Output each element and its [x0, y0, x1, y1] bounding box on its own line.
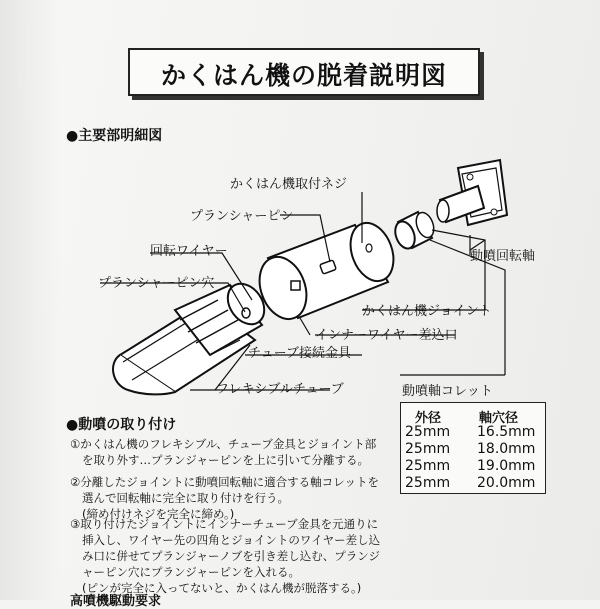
- step-1: [70, 436, 376, 468]
- section-heading-mounting: ●動噴の取り付け: [66, 417, 177, 433]
- step-2: [70, 474, 379, 522]
- spray-shaft-drawing: [437, 160, 507, 225]
- label-plunger-pin-hole: プランシャーピン穴: [98, 276, 215, 291]
- step-2-line: ②分離したジョイントに動噴回転軸に適合する軸コレットを: [70, 475, 379, 489]
- table-cell: 25mm: [405, 475, 451, 491]
- table-cell: 25mm: [405, 441, 451, 457]
- page-title: かくはん機の脱着説明図: [160, 61, 447, 90]
- step-1-line: ①かくはん機のフレキシブル、チューブ金具とジョイント部: [70, 437, 377, 451]
- table-header-bore: 軸穴径: [479, 411, 519, 426]
- label-plunger-pin: プランシャーピン: [190, 209, 294, 224]
- table-cell: 20.0mm: [477, 475, 536, 491]
- section-heading-parts: ●主要部明細図: [66, 128, 163, 144]
- step-2-line: 選んで回転軸に完全に取り付けを行う。: [82, 491, 289, 505]
- table-cell: 25mm: [405, 458, 451, 474]
- table-cell: 16.5mm: [477, 424, 536, 440]
- step-3-line: み口に併せてプランジャーノブを引き差し込む、プランジ: [82, 549, 380, 563]
- step-3-line: (ピンが完全に入ってないと、かくはん機が脱落する。): [82, 581, 362, 595]
- table-cell: 19.0mm: [477, 458, 536, 474]
- label-collet: 動噴軸コレット: [402, 384, 493, 399]
- table-header-outer: 外径: [415, 411, 442, 426]
- label-rotating-wire: 回転ワイヤー: [150, 244, 228, 259]
- step-2-line: (締め付けネジを完全に締め。): [82, 507, 235, 521]
- label-spray-shaft: 動噴回転軸: [470, 249, 536, 264]
- collet-size-table: [400, 402, 546, 494]
- step-1-line: を取り外す…プランジャーピンを上に引いて分離する。: [82, 453, 369, 467]
- label-flexible-tube: フレキシブルチューブ: [216, 382, 344, 397]
- collet-drawing: [392, 210, 437, 251]
- step-3-line: ャーピン穴にプランジャーピンを入れる。: [82, 565, 300, 579]
- table-cell: 25mm: [405, 424, 451, 440]
- cut-off-heading: 高噴機駆動要求: [70, 594, 162, 609]
- step-3: [70, 516, 380, 596]
- table-cell: 18.0mm: [477, 441, 536, 457]
- label-joint: かくはん機ジョイント: [362, 304, 492, 319]
- step-3-line: ③取り付けたジョイントにインナーチューブ金具を元通りに: [70, 517, 379, 531]
- step-3-line: 挿入し、ワイヤー先の四角とジョイントのワイヤー差し込: [82, 533, 381, 547]
- label-mount-screw: かくはん機取付ネジ: [230, 177, 348, 192]
- label-inner-wire-inlet: インナーワイヤー差込口: [315, 328, 458, 343]
- label-tube-fitting: チューブ接続金具: [248, 346, 351, 361]
